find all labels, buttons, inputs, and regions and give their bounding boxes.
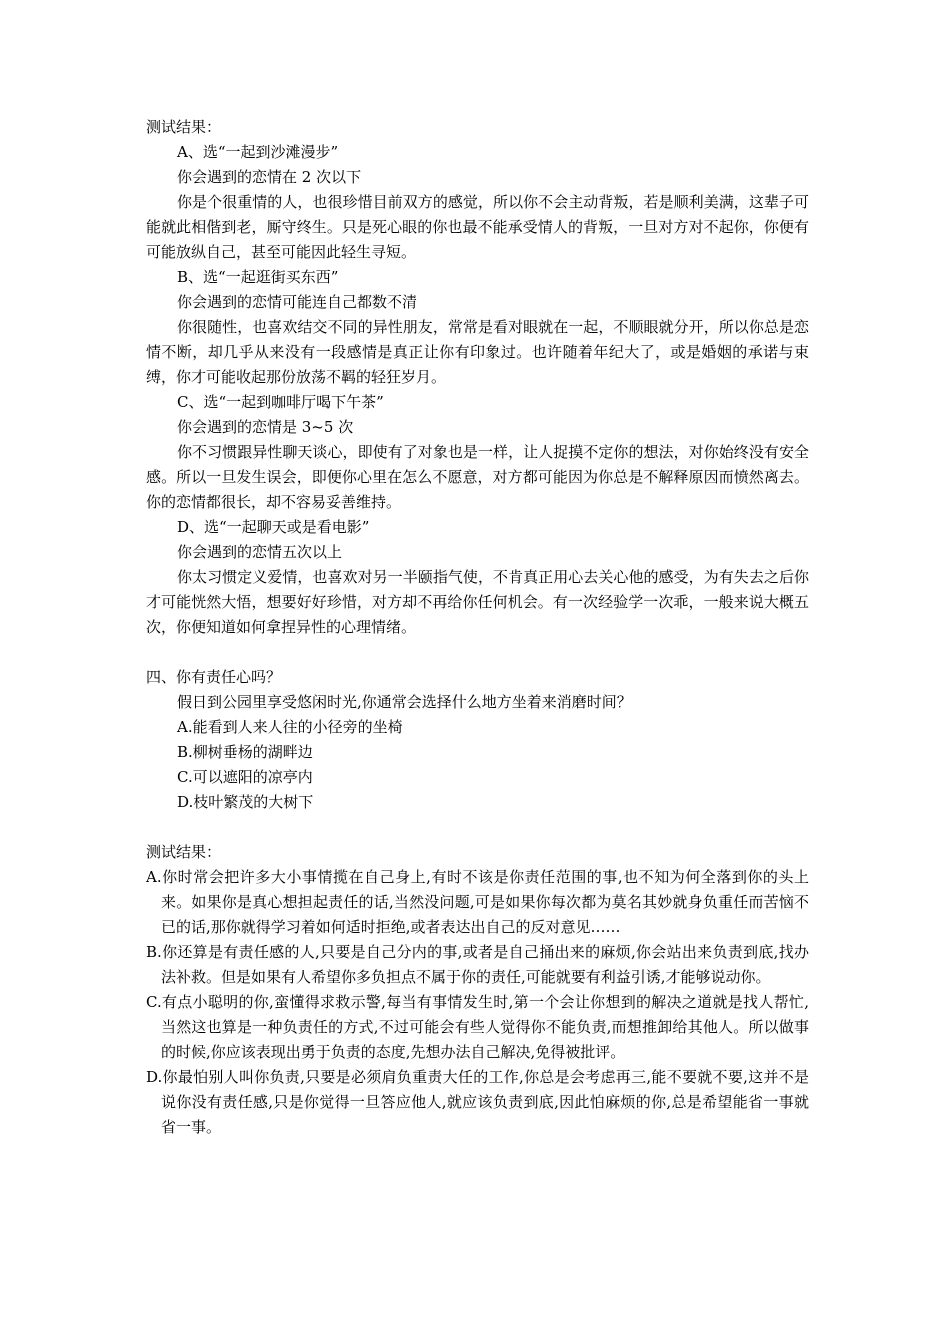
section-spacer	[146, 640, 809, 665]
section-title: 四、你有责任心吗？	[146, 668, 282, 686]
quiz-option-c: C.可以遮阳的凉亭内	[177, 768, 313, 786]
result-detail-c: 你不习惯跟异性聊天谈心，即使有了对象也是一样，让人捉摸不定你的想法，对你始终没有安全感。所以一旦发生误会，即便你心里在怎么不愿意，对方都可能因为你总是不解释原因而愤然离去。你的恋情都很长，却不容易妥善维持。	[146, 443, 809, 511]
result-detail-b: 你很随性，也喜欢结交不同的异性朋友，常常是看对眼就在一起，不顺眼就分开，所以你总是恋情不断，却几乎从来没有一段感情是真正让你有印象过。也许随着年纪大了，或是婚姻的承诺与束缚，你才可能收起那份放荡不羁的轻狂岁月。	[146, 318, 809, 386]
result-option-b: B、选“一起逛街买东西”	[177, 268, 339, 286]
result-detail-a: 你是个很重情的人，也很珍惜目前双方的感觉，所以你不会主动背叛，若是顺利美满，这辈子可能就此相偕到老，厮守终生。只是死心眼的你也最不能承受情人的背叛，一旦对方对不起你，你便有可能放纵自己，甚至可能因此轻生寻短。	[146, 193, 809, 261]
quiz-option-d: D.枝叶繁茂的大树下	[177, 793, 314, 811]
result-paragraph-b: B.你还算是有责任感的人,只要是自己分内的事,或者是自己捅出来的麻烦,你会站出来负责到底,找办法补救。但是如果有人希望你多负担点不属于你的责任,可能就要有利益引诱,才能够说动你。	[146, 943, 809, 986]
result-summary-c: 你会遇到的恋情是 3~5 次	[177, 418, 354, 436]
result-paragraph-c: C.有点小聪明的你,蛮懂得求救示警,每当有事情发生时,第一个会让你想到的解决之道就是找人帮忙,当然这也算是一种负责任的方式,不过可能会有些人觉得你不能负责,而想推卸给其他人。所以做事的时候,你应该表现出勇于负责的态度,先想办法自己解决,免得被批评。	[146, 993, 809, 1061]
quiz-option-b: B.柳树垂杨的湖畔边	[177, 743, 313, 761]
result-summary-a: 你会遇到的恋情在 2 次以下	[177, 168, 362, 186]
quiz-question: 假日到公园里享受悠闲时光,你通常会选择什么地方坐着来消磨时间？	[177, 693, 632, 711]
result-option-d: D、选“一起聊天或是看电影”	[177, 518, 370, 536]
results-heading: 测试结果：	[146, 118, 222, 136]
result-option-a: A、选“一起到沙滩漫步”	[177, 143, 339, 161]
results-heading: 测试结果：	[146, 843, 222, 861]
result-summary-b: 你会遇到的恋情可能连自己都数不清	[177, 293, 418, 311]
document-body	[146, 115, 809, 1140]
result-detail-d: 你太习惯定义爱情，也喜欢对另一半颐指气使，不肯真正用心去关心他的感受，为有失去之后你才可能恍然大悟，想要好好珍惜，对方却不再给你任何机会。有一次经验学一次乖，一般来说大概五次，你便知道如何拿捏异性的心理情绪。	[146, 568, 809, 636]
result-paragraph-a: A.你时常会把许多大小事情揽在自己身上,有时不该是你责任范围的事,也不知为何全落到你的头上来。如果你是真心想担起责任的话,当然没问题,可是如果你每次都为莫名其妙就身负重任而苦恼不已的话,那你就得学习着如何适时拒绝,或者表达出自己的反对意见……	[146, 868, 809, 936]
quiz-option-a: A.能看到人来人往的小径旁的坐椅	[177, 718, 403, 736]
result-option-c: C、选“一起到咖啡厅喝下午茶”	[177, 393, 384, 411]
section-spacer	[146, 815, 809, 840]
result-paragraph-d: D.你最怕别人叫你负责,只要是必须肩负重责大任的工作,你总是会考虑再三,能不要就不要,这并不是说你没有责任感,只是你觉得一旦答应他人,就应该负责到底,因此怕麻烦的你,总是希望能省一事就省一事。	[146, 1068, 809, 1136]
result-summary-d: 你会遇到的恋情五次以上	[177, 543, 343, 561]
